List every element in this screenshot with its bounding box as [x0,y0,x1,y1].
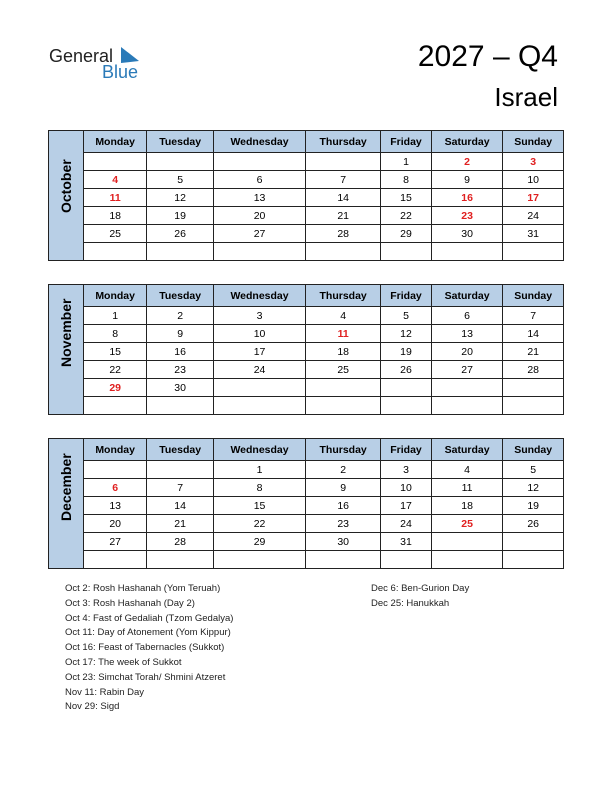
week-row [49,379,564,397]
day-cell: 14 [306,189,381,207]
day-cell: 21 [503,343,564,361]
weekday-header: Thursday [306,131,381,153]
day-cell: 8 [381,171,432,189]
day-cell [147,551,214,569]
day-cell: 4 [431,461,503,479]
day-cell: 2 [431,153,503,171]
day-cell: 28 [503,361,564,379]
day-cell: 11 [84,189,147,207]
day-cell: 9 [147,325,214,343]
day-cell: 5 [147,171,214,189]
day-cell: 6 [431,307,503,325]
day-cell: 16 [431,189,503,207]
day-cell: 24 [381,515,432,533]
month-label [49,131,84,261]
day-cell: 20 [431,343,503,361]
day-cell [381,551,432,569]
week-row [49,479,564,497]
weekday-header: Thursday [306,285,381,307]
day-cell: 18 [306,343,381,361]
weekday-header: Sunday [503,439,564,461]
day-cell [213,243,305,261]
day-cell [213,397,305,415]
holiday-note: Nov 11: Rabin Day [65,686,145,698]
day-cell: 22 [213,515,305,533]
month-label [49,285,84,415]
day-cell: 17 [213,343,305,361]
day-cell: 8 [213,479,305,497]
day-cell: 19 [381,343,432,361]
day-cell [503,243,564,261]
calendar-december [48,438,564,569]
day-cell: 12 [503,479,564,497]
day-cell: 11 [306,325,381,343]
day-cell: 7 [147,479,214,497]
day-cell [503,551,564,569]
day-cell [381,243,432,261]
day-cell [147,461,214,479]
day-cell: 7 [306,171,381,189]
day-cell: 13 [213,189,305,207]
weekday-header: Monday [84,131,147,153]
week-row [49,343,564,361]
day-cell: 13 [84,497,147,515]
month-name: October [58,158,74,213]
holiday-note: Oct 3: Rosh Hashanah (Day 2) [65,597,195,609]
day-cell [213,551,305,569]
holiday-note: Nov 29: Sigd [65,701,120,713]
day-cell: 7 [503,307,564,325]
day-cell [503,533,564,551]
week-row [49,361,564,379]
weekday-header: Monday [84,285,147,307]
day-cell: 18 [431,497,503,515]
week-row [49,461,564,479]
holiday-note: Oct 11: Day of Atonement (Yom Kippur) [65,627,231,639]
holiday-note: Oct 4: Fast of Gedaliah (Tzom Gedalya) [65,612,234,624]
day-cell: 15 [381,189,432,207]
holiday-note: Dec 25: Hanukkah [371,597,450,609]
day-cell [431,243,503,261]
day-cell [147,243,214,261]
day-cell: 8 [84,325,147,343]
month-name: December [58,452,74,521]
day-cell: 3 [213,307,305,325]
weekday-header: Wednesday [213,285,305,307]
day-cell: 27 [213,225,305,243]
week-row [49,497,564,515]
day-cell [84,153,147,171]
logo-blue-text: Blue [102,62,139,82]
day-cell: 3 [503,153,564,171]
day-cell [381,379,432,397]
week-row [49,189,564,207]
day-cell: 11 [431,479,503,497]
day-cell [84,397,147,415]
month-label [49,439,84,569]
weekday-header: Saturday [431,285,503,307]
holiday-notes-left [65,582,233,715]
day-cell [306,153,381,171]
country-title: Israel [494,82,558,112]
page-title: 2027 – Q4 [417,40,558,73]
day-cell: 30 [147,379,214,397]
week-row [49,397,564,415]
weekday-header: Thursday [306,439,381,461]
week-row [49,207,564,225]
day-cell: 10 [503,171,564,189]
holiday-note: Oct 16: Feast of Tabernacles (Sukkot) [65,642,225,654]
weekday-header: Sunday [503,131,564,153]
weekday-header: Wednesday [213,439,305,461]
day-cell: 1 [213,461,305,479]
day-cell: 30 [431,225,503,243]
day-cell [306,397,381,415]
day-cell: 25 [306,361,381,379]
day-cell: 23 [306,515,381,533]
day-cell: 13 [431,325,503,343]
day-cell: 31 [381,533,432,551]
day-cell: 24 [213,361,305,379]
day-cell: 6 [213,171,305,189]
day-cell [431,533,503,551]
weekday-header: Tuesday [147,285,214,307]
day-cell: 12 [147,189,214,207]
week-row [49,551,564,569]
day-cell: 3 [381,461,432,479]
day-cell: 31 [503,225,564,243]
day-cell [431,397,503,415]
week-row [49,533,564,551]
day-cell [147,397,214,415]
week-row [49,171,564,189]
day-cell: 16 [147,343,214,361]
day-cell: 10 [381,479,432,497]
day-cell: 2 [306,461,381,479]
week-row [49,515,564,533]
day-cell: 25 [431,515,503,533]
day-cell [147,153,214,171]
weekday-header: Friday [381,439,432,461]
generalblue-logo [49,44,149,84]
day-cell [503,397,564,415]
day-cell: 20 [84,515,147,533]
calendar-november [48,284,564,415]
day-cell [381,397,432,415]
day-cell: 26 [147,225,214,243]
day-cell: 10 [213,325,305,343]
holiday-note: Oct 2: Rosh Hashanah (Yom Teruah) [65,583,221,594]
day-cell: 27 [84,533,147,551]
day-cell: 28 [147,533,214,551]
week-row [49,225,564,243]
week-row [49,307,564,325]
logo-flag-icon [119,47,141,63]
weekday-header: Tuesday [147,131,214,153]
day-cell: 12 [381,325,432,343]
day-cell: 5 [503,461,564,479]
weekday-header: Wednesday [213,131,305,153]
day-cell: 14 [147,497,214,515]
day-cell [306,243,381,261]
day-cell: 28 [306,225,381,243]
weekday-header: Saturday [431,131,503,153]
day-cell: 6 [84,479,147,497]
day-cell: 1 [381,153,432,171]
day-cell: 9 [306,479,381,497]
week-row [49,325,564,343]
day-cell [84,551,147,569]
week-row [49,243,564,261]
day-cell: 1 [84,307,147,325]
day-cell: 17 [503,189,564,207]
weekday-header: Monday [84,439,147,461]
day-cell [306,379,381,397]
weekday-header: Friday [381,285,432,307]
week-row [49,153,564,171]
day-cell: 23 [147,361,214,379]
month-name: November [58,298,74,367]
day-cell: 17 [381,497,432,515]
day-cell: 26 [503,515,564,533]
day-cell: 29 [84,379,147,397]
day-cell: 21 [306,207,381,225]
day-cell [213,379,305,397]
calendar-october [48,130,564,261]
day-cell: 22 [381,207,432,225]
day-cell: 22 [84,361,147,379]
day-cell: 19 [147,207,214,225]
day-cell: 24 [503,207,564,225]
day-cell: 26 [381,361,432,379]
day-cell: 19 [503,497,564,515]
holiday-note: Oct 23: Simchat Torah/ Shmini Atzeret [65,671,226,683]
day-cell: 23 [431,207,503,225]
weekday-header: Friday [381,131,432,153]
day-cell: 25 [84,225,147,243]
day-cell: 4 [84,171,147,189]
day-cell [503,379,564,397]
weekday-header: Saturday [431,439,503,461]
day-cell [84,243,147,261]
weekday-header: Tuesday [147,439,214,461]
day-cell: 15 [84,343,147,361]
day-cell [431,551,503,569]
day-cell [213,153,305,171]
holiday-note: Oct 17: The week of Sukkot [65,656,182,668]
day-cell: 20 [213,207,305,225]
day-cell: 21 [147,515,214,533]
day-cell: 18 [84,207,147,225]
day-cell: 15 [213,497,305,515]
day-cell: 2 [147,307,214,325]
day-cell: 30 [306,533,381,551]
holiday-notes-right [371,582,469,612]
day-cell: 4 [306,307,381,325]
day-cell: 14 [503,325,564,343]
day-cell: 29 [381,225,432,243]
day-cell: 5 [381,307,432,325]
logo-general-text: General [49,46,114,66]
day-cell: 16 [306,497,381,515]
day-cell [84,461,147,479]
day-cell: 29 [213,533,305,551]
day-cell [431,379,503,397]
day-cell [306,551,381,569]
holiday-note: Dec 6: Ben-Gurion Day [371,583,470,594]
day-cell: 27 [431,361,503,379]
day-cell: 9 [431,171,503,189]
weekday-header: Sunday [503,285,564,307]
